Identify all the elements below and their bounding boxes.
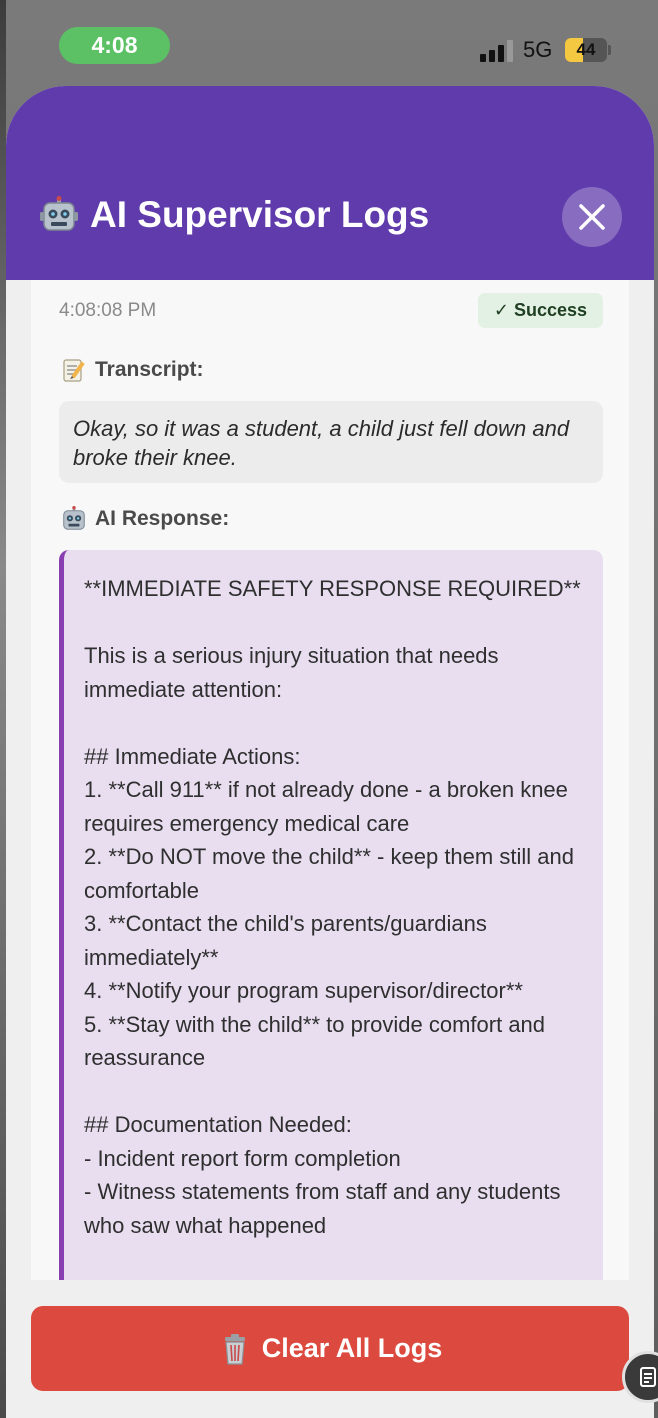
clear-button-label: Clear All Logs (261, 1333, 443, 1363)
response-heading (61, 506, 229, 532)
robot-icon (40, 196, 78, 234)
network-type: 5G (523, 37, 553, 62)
modal-title-text: AI Supervisor Logs (90, 194, 430, 235)
trash-icon (218, 1332, 252, 1366)
clear-all-logs-button[interactable] (31, 1306, 629, 1391)
ai-response-text: **IMMEDIATE SAFETY RESPONSE REQUIRED** This is a serious injury situation that needs immediate attention: ## Immediate Actions: 1. **Call 911** if not already done - a broken knee requires emergency medical care 2. **Do NOT move the child** - keep them still and comfortable 3. **Contact the child's parents/guardians immediately** 4. **Notify your program supervisor/director** 5. **Stay with the child** to provide comfort and reassurance ## Documentation Needed: - Incident report form completion - Witness statements from staff and any students who saw what happened (59, 550, 603, 1280)
document-scan-icon (635, 1364, 658, 1390)
transcript-heading (61, 357, 204, 383)
close-button[interactable] (562, 187, 622, 247)
memo-icon (61, 357, 87, 383)
status-badge: ✓ Success (478, 293, 603, 328)
close-icon (578, 203, 606, 231)
battery-tip (608, 45, 611, 55)
transcript-text: Okay, so it was a student, a child just fell down and broke their knee. (59, 401, 603, 483)
modal-footer (6, 1280, 654, 1418)
transcript-label: Transcript: (95, 358, 204, 381)
cellular-signal-icon (480, 40, 514, 62)
logs-modal (6, 86, 654, 1418)
modal-header (6, 86, 654, 280)
log-entry (31, 280, 629, 1280)
battery-percent: 44 (576, 40, 596, 59)
log-timestamp: 4:08:08 PM (59, 300, 157, 321)
response-label: AI Response: (95, 507, 230, 530)
battery-icon (565, 38, 607, 62)
modal-title (40, 194, 429, 236)
logs-list[interactable] (6, 280, 654, 1280)
status-time: 4:08 (59, 27, 170, 64)
status-bar (0, 0, 658, 90)
robot-icon (61, 506, 87, 532)
